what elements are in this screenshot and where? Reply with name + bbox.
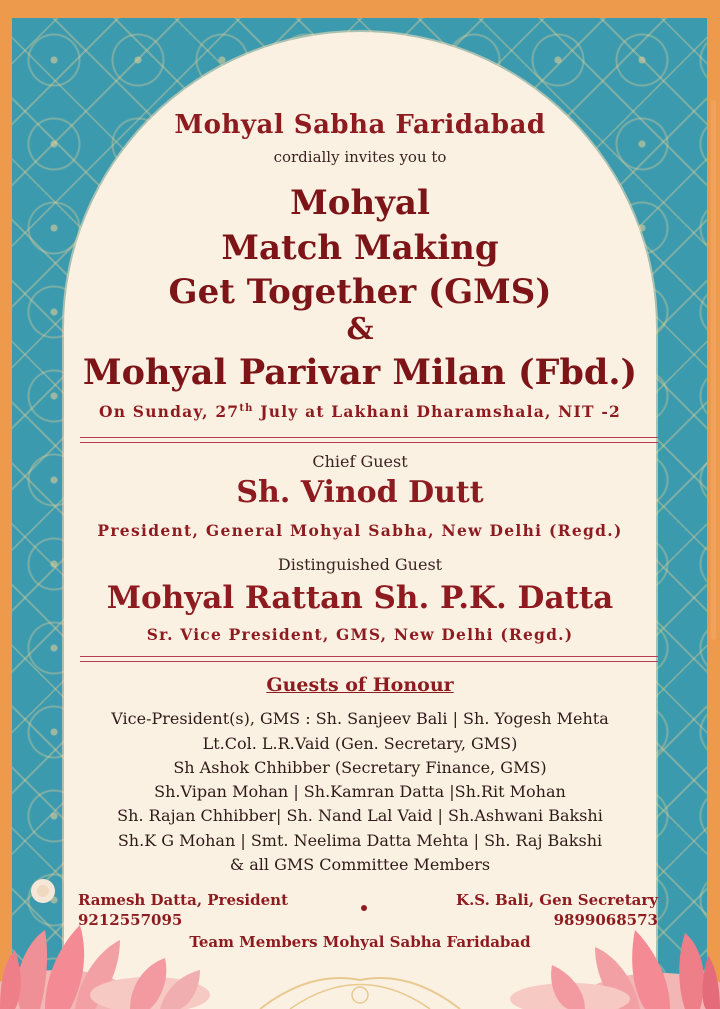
- separator-dot: [361, 905, 367, 911]
- chief-guest-role: President, General Mohyal Sabha, New Delhi (Regd.): [97, 521, 623, 540]
- ornament-icon: [250, 960, 470, 1009]
- honour-list-line: Sh.K G Mohan | Smt. Neelima Datta Mehta | Sh. Raj Bakshi: [117, 831, 603, 850]
- event-title-line-4: Mohyal Parivar Milan (Fbd.): [82, 352, 638, 393]
- honour-list-line: Sh.Vipan Mohan | Sh.Kamran Datta |Sh.Rit Mohan: [154, 782, 566, 801]
- event-venue: July at Lakhani Dharamshala, NIT -2: [253, 402, 621, 421]
- divider-rule: [80, 661, 658, 662]
- president-phone: 9212557095: [78, 911, 183, 929]
- divider-rule: [80, 442, 658, 443]
- event-date-prefix: On Sunday, 27: [99, 402, 240, 421]
- guests-of-honour-heading: Guests of Honour: [266, 674, 454, 696]
- honour-list-line: Vice-President(s), GMS : Sh. Sanjeev Bali | Sh. Yogesh Mehta: [111, 709, 609, 728]
- invite-line: cordially invites you to: [273, 148, 447, 166]
- chief-guest-label: Chief Guest: [312, 452, 408, 471]
- event-title-line-3: Get Together (GMS): [168, 272, 552, 312]
- lotus-bud-icon: [28, 876, 58, 906]
- president-name: Ramesh Datta, President: [78, 891, 288, 909]
- distinguished-guest-name: Mohyal Rattan Sh. P.K. Datta: [106, 580, 614, 616]
- divider-rule: [80, 656, 658, 657]
- secretary-name: K.S. Bali, Gen Secretary: [456, 891, 658, 909]
- honour-list-line: Lt.Col. L.R.Vaid (Gen. Secretary, GMS): [202, 734, 518, 753]
- divider-rule: [80, 437, 658, 438]
- lotus-flower-icon: [0, 900, 210, 1009]
- lotus-flower-icon: [510, 905, 720, 1009]
- distinguished-guest-label: Distinguished Guest: [277, 555, 443, 574]
- distinguished-guest-role: Sr. Vice President, GMS, New Delhi (Regd.): [146, 625, 574, 644]
- honour-list-line: Sh Ashok Chhibber (Secretary Finance, GMS): [173, 758, 547, 777]
- event-title-ampersand: &: [346, 312, 374, 347]
- secretary-phone: 9899068573: [553, 911, 658, 929]
- team-members-line: Team Members Mohyal Sabha Faridabad: [189, 933, 531, 951]
- chief-guest-name: Sh. Vinod Dutt: [236, 475, 484, 510]
- event-title-line-2: Match Making: [221, 228, 499, 268]
- honour-list-line: Sh. Rajan Chhibber| Sh. Nand Lal Vaid | Sh.Ashwani Bakshi: [117, 806, 603, 825]
- event-date-ordinal: th: [239, 402, 254, 414]
- event-date-venue: [0, 402, 720, 421]
- event-title-line-1: Mohyal: [290, 183, 430, 223]
- organizer-name: Mohyal Sabha Faridabad: [174, 110, 546, 140]
- honour-list-line: & all GMS Committee Members: [229, 855, 491, 874]
